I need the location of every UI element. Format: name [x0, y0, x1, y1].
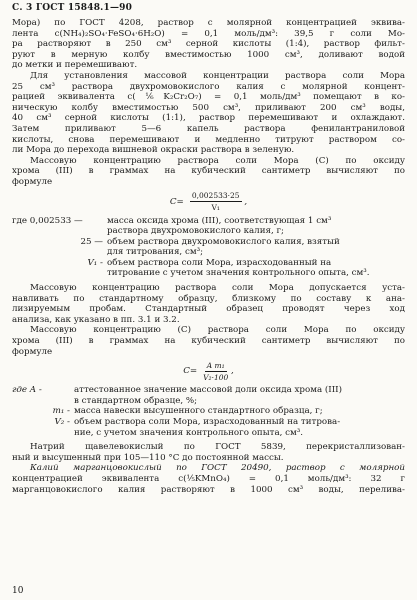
legend-value: объем раствора двухромовокислого калия, взятый — [107, 236, 340, 247]
text-line: лизируемым пробам. Стандартный образец проводят через ход — [12, 304, 405, 315]
formula-denominator: V₁ — [211, 203, 220, 212]
legend-value: объем раствора соли Мора, израсходованный на титрова- — [74, 417, 341, 427]
paragraph-sodium-oxalate — [12, 442, 405, 463]
legend-key — [12, 226, 107, 237]
legend-key — [12, 396, 74, 407]
text-line: формуле — [12, 346, 53, 357]
paragraph-reagent-mohr — [12, 18, 405, 71]
legend-value: для титрования, см³; — [107, 247, 203, 258]
legend-row — [12, 396, 405, 407]
legend-key: m₁ - — [52, 406, 70, 417]
paragraph-standard-sample — [12, 283, 405, 325]
text-line: анализа, как указано в пп. 3.1 и 3.2. — [12, 314, 180, 325]
legend-key: V₁ - — [87, 257, 103, 268]
text-line: Затем приливают 5—6 капель раствора фенилантраниловой — [12, 123, 405, 134]
legend-value: объем раствора соли Мора, израсходованный на — [107, 257, 332, 268]
text-line: хрома (III) в граммах на кубический сантиметр вычисляют по — [12, 336, 405, 347]
legend-row — [12, 216, 405, 227]
legend-value: в стандартном образце, %; — [74, 395, 198, 406]
formula-lhs: C= — [183, 366, 198, 377]
text-line: кислоты, снова перемешивают и медленно титруют раствором со- — [12, 134, 405, 145]
text-line: Калий марганцовокислый по ГОСТ 20490, раствор с молярной — [30, 463, 405, 474]
paragraph-potassium-permanganate — [12, 463, 405, 495]
text-line: хрома (III) в граммах на кубический сантиметр вычисляют по — [12, 166, 405, 177]
text-line: Массовую концентрацию (С) раствора соли Мора по оксиду — [30, 325, 405, 336]
legend-value: масса навески высушенного стандартного образца, г; — [74, 406, 323, 417]
legend-row — [12, 417, 405, 428]
legend-value: раствора двухромовокислого калия, г; — [107, 226, 284, 237]
text-line: до метки и перемешивают. — [12, 60, 138, 71]
text-line: ный и высушенный при 105—110 °С до постоянной массы. — [12, 452, 284, 463]
formula-fraction — [190, 191, 242, 212]
formula-numerator: A m₁ — [206, 360, 225, 370]
text-line: Массовую концентрацию раствора соли Мора (С) по оксиду — [30, 155, 405, 166]
formula-1-legend — [12, 216, 405, 280]
text-line: концентрацией эквивалента c(⅕KMnO₄) = 0,1 моль/дм³: 32 г — [12, 473, 405, 484]
legend-key: где A - — [12, 385, 42, 396]
legend-row — [12, 226, 405, 237]
formula-denominator: V₂·100 — [203, 372, 229, 382]
text-line: формуле — [12, 176, 53, 187]
text-line: марганцовокислого калия растворяют в 1000 см³ воды, перелива- — [12, 484, 405, 495]
legend-value: аттестованное значение массовой доли оксида хрома (III) — [74, 385, 342, 396]
text-line: 40 см³ серной кислоты (1:1), раствор перемешивают и охлаждают. — [12, 113, 405, 124]
text-line: ническую колбу вместимостью 500 см³, приливают 200 см³ воды, — [12, 102, 405, 113]
text-line: ра растворяют в 250 см³ серной кислоты (1:4), раствор фильт- — [12, 39, 405, 50]
legend-key — [12, 428, 74, 439]
legend-row — [12, 237, 405, 248]
formula-fraction — [203, 361, 228, 382]
legend-key — [12, 247, 107, 258]
legend-key: V₂ - — [54, 417, 70, 427]
legend-key: 25 — — [80, 236, 103, 247]
text-line: Мора) по ГОСТ 4208, раствор с молярной концентрацией эквива- — [12, 18, 405, 28]
legend-row — [12, 406, 405, 417]
text-line: 25 см³ раствора двухромовокислого калия с молярной концент- — [12, 81, 405, 92]
text-line: навливать по стандартному образцу, близкому по составу к ана- — [12, 293, 405, 304]
legend-key: где 0,002533 — — [12, 215, 83, 226]
formula-2-legend — [12, 385, 405, 438]
page-number: 10 — [12, 586, 24, 596]
text-line: Для установления массовой концентрации раствора соли Мора — [30, 70, 405, 81]
legend-row — [12, 428, 405, 439]
formula-2: C= $\frac{\text{A m₁}}{\text{V₂·100}}$ , — [183, 360, 234, 382]
text-line: Натрий щавелевокислый по ГОСТ 5839, перекристаллизован- — [30, 442, 405, 453]
text-line: рацией эквивалента c(⅙K₂Cr₂O₇) = 0,1 моль/дм³ помещают в ко- — [12, 92, 405, 103]
running-header: С. 3 ГОСТ 15848.1—90 — [12, 3, 133, 13]
legend-row — [12, 258, 405, 269]
legend-value: масса оксида хрома (III), соответствующая 1 см³ — [107, 215, 332, 226]
legend-value: ние, с учетом значения контрольного опыта, см³. — [74, 427, 304, 438]
text-line: лента c(NH₄)₂SO₄·FeSO₄·6H₂O) = 0,1 моль/дм³: 39,5 г соли Мо- — [12, 28, 405, 39]
legend-row — [12, 247, 405, 258]
paragraph-concentration-intro — [12, 156, 405, 188]
legend-key — [12, 268, 107, 279]
formula-lhs: C= — [169, 196, 184, 207]
text-line: руют в мерную колбу вместимостью 1000 см³, доливают водой — [12, 49, 405, 60]
legend-value: титрование с учетом значения контрольного опыта, см³. — [107, 268, 370, 279]
legend-row — [12, 385, 405, 396]
formula-numerator: 0,002533·25 — [191, 191, 240, 200]
text-line: ли Мора до перехода вишневой окраски раствора в зеленую. — [12, 145, 295, 156]
text-line: Массовую концентрацию раствора соли Мора допускается уста- — [30, 283, 405, 294]
paragraph-titration-setup — [12, 71, 405, 156]
legend-row — [12, 268, 405, 279]
formula-1: C= $\frac{0,002533\cdot 25}{\text{V₁}}$ , — [169, 191, 248, 212]
paragraph-concentration-intro-2 — [12, 325, 405, 357]
